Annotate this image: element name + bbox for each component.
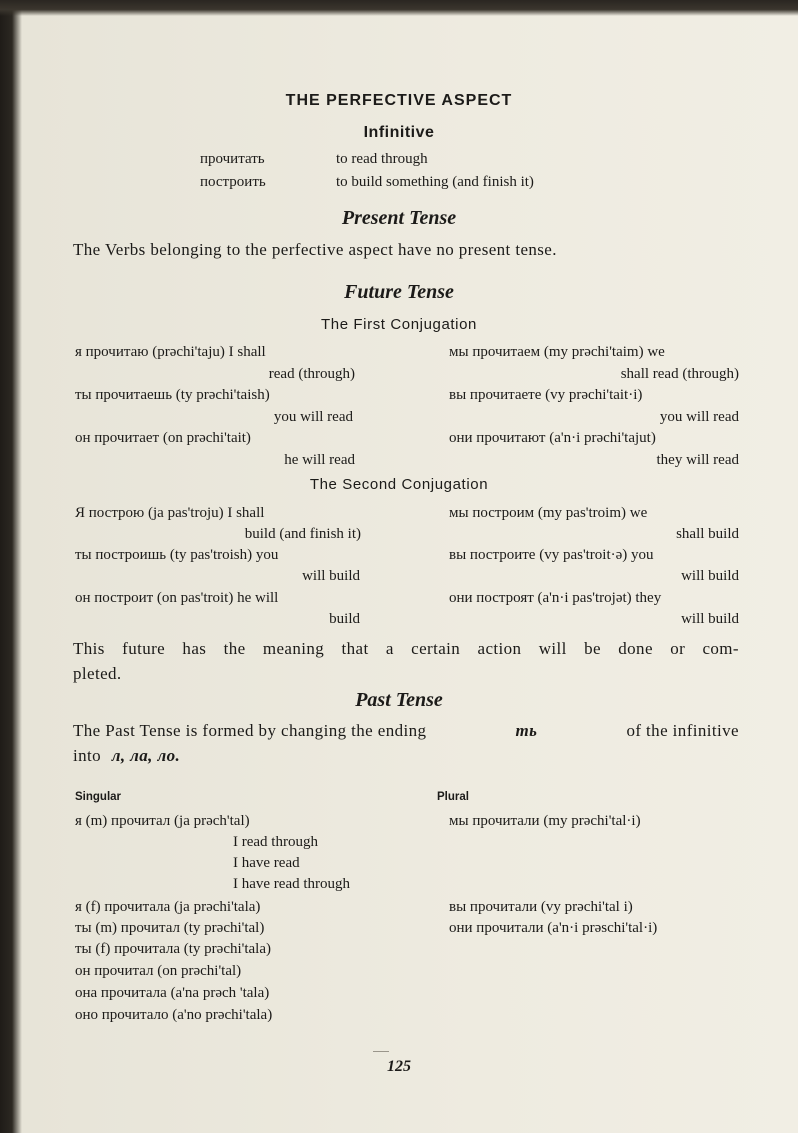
future1-left-2-cont: you will read [273, 409, 353, 425]
future2-left-2: ты построишь (ty pas'troish) you [75, 547, 279, 563]
future2-left-3-cont: build [329, 611, 360, 627]
page-number: 125 [387, 1058, 411, 1075]
past-singular-10: оно прочитало (a'no prəchi'tala) [75, 1007, 273, 1023]
past-singular-2: I read through [233, 834, 318, 850]
future1-right-3-cont: they will read [656, 452, 739, 468]
future1-right-1: мы прочитаем (my prəchi'taim) we [449, 344, 665, 360]
page-edge-shadow [0, 0, 798, 16]
past-singular-6: ты (m) прочитал (ty prəchi'tal) [75, 920, 265, 936]
infinitive-ru-1: прочитать [200, 151, 265, 167]
future2-right-1: мы построим (my pas'troim) we [449, 505, 648, 521]
future2-left-2-cont: will build [302, 568, 360, 584]
future-tense-heading: Future Tense [344, 281, 454, 303]
past-tense-heading: Past Tense [355, 689, 443, 711]
future2-left-1: Я построю (ja pas'troju) I shall [75, 505, 265, 521]
past-explanation-line1 [73, 721, 739, 741]
past-singular-8: он прочитал (on prəchi'tal) [75, 963, 242, 979]
past-plural-2: вы прочитали (vy prəchi'tal i) [449, 899, 633, 915]
future2-right-2: вы построите (vy pas'troit·ə) you [449, 547, 654, 563]
future1-left-2: ты прочитаешь (ty prəchi'taish) [75, 387, 270, 403]
past-singular-3: I have read [233, 855, 300, 871]
future1-left-1-cont: read (through) [268, 366, 355, 382]
past-line1-text-a: The Past Tense is formed by changing the ending [73, 721, 427, 740]
page-number-dash [373, 1051, 389, 1052]
future1-left-1: я прочитаю (prəchi'taju) I shall [75, 344, 266, 360]
future1-left-3-cont: he will read [284, 452, 355, 468]
past-singular-1: я (m) прочитал (ja prəch'tal) [75, 813, 250, 829]
second-conjugation-heading: The Second Conjugation [309, 476, 489, 493]
page-title: THE PERFECTIVE ASPECT [285, 92, 513, 109]
past-plural-1: мы прочитали (my prəchi'tal·i) [449, 813, 641, 829]
future1-left-3: он прочитает (on prəchi'tait) [75, 430, 251, 446]
future1-right-1-cont: shall read (through) [620, 366, 739, 382]
past-singular-5: я (f) прочитала (ja prəchi'tala) [75, 899, 261, 915]
future1-right-2-cont: you will read [659, 409, 739, 425]
past-explanation-line2 [73, 746, 180, 766]
past-singular-9: она прочитала (a'na prəch 'tala) [75, 985, 270, 1001]
past-plural-3: они прочитали (a'n·i prəschi'tal·i) [449, 920, 658, 936]
infinitive-ru-2: построить [200, 174, 266, 190]
present-tense-heading: Present Tense [341, 207, 457, 229]
future-note-line1: This future has the meaning that a certain action will be done or com- [73, 639, 739, 658]
first-conjugation-heading: The First Conjugation [320, 316, 477, 333]
past-singular-4: I have read through [233, 876, 351, 892]
present-tense-text: The Verbs belonging to the perfective aspect have no present tense. [73, 240, 557, 259]
future2-right-3: они построят (a'n·i pas'trojət) they [449, 590, 662, 606]
plural-label: Plural [437, 791, 469, 803]
past-line2-text: into [73, 746, 102, 765]
infinitive-en-2: to build something (and finish it) [336, 174, 534, 190]
infinitive-heading: Infinitive [363, 124, 435, 141]
past-line1-ending: ть [515, 721, 538, 740]
future2-right-1-cont: shall build [676, 526, 739, 542]
singular-label: Singular [75, 791, 122, 803]
future2-left-3: он построит (on pas'troit) he will [75, 590, 279, 606]
future2-right-3-cont: will build [681, 611, 739, 627]
future1-right-2: вы прочитаете (vy prəchi'tait·i) [449, 387, 643, 403]
past-singular-7: ты (f) прочитала (ty prəchi'tala) [75, 941, 271, 957]
future1-right-3: они прочитают (a'n·i prəchi'tajut) [449, 430, 656, 446]
future2-left-1-cont: build (and finish it) [244, 526, 361, 542]
future-note-line2: pleted. [73, 664, 122, 683]
infinitive-en-1: to read through [336, 151, 428, 167]
future2-right-2-cont: will build [681, 568, 739, 584]
past-line2-forms: л, ла, ло. [111, 746, 181, 765]
past-line1-text-b: of the infinitive [626, 721, 739, 740]
